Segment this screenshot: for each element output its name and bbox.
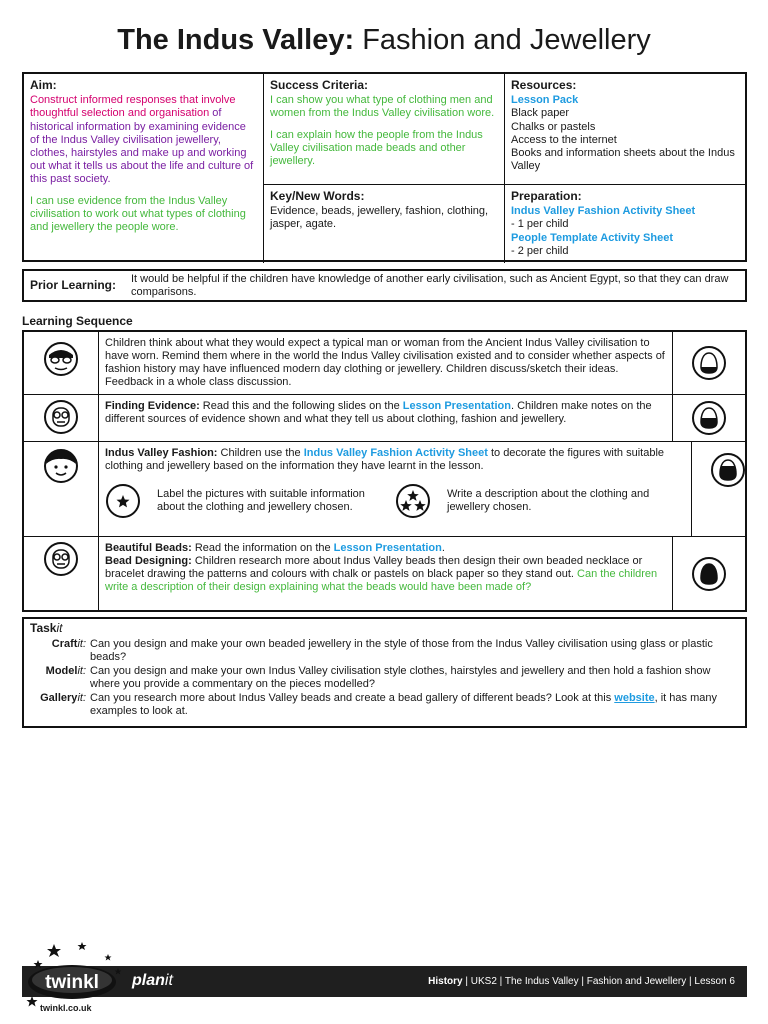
- preparation-heading: Preparation:: [511, 189, 582, 203]
- resources-heading: Resources:: [511, 78, 577, 92]
- aim-heading: Aim:: [30, 78, 57, 92]
- prior-learning-box: [22, 269, 747, 302]
- taskit-box: [22, 617, 747, 728]
- level-half-icon: [673, 395, 745, 441]
- level-quarter-icon: [673, 332, 745, 394]
- craftit-row: Craftit: Can you design and make your own beaded jewellery in the style of those from the Indus Valley civilisation using glass or plastic beads?: [51, 638, 713, 663]
- keywords-cell: [264, 185, 504, 237]
- keywords-text: Evidence, beads, jewellery, fashion, clothing, jasper, agate.: [270, 205, 489, 231]
- sequence-row-text: Indus Valley Fashion: Children use the Indus Valley Fashion Activity Sheet to decorate the figures with suitable clothing and jewellery based on the information they have learnt in the lesson. Label the pictures with suitable information about the clothing and jewellery chosen. Write a description about the clothing and jewellery chosen.: [99, 442, 692, 536]
- sequence-row: [24, 442, 745, 537]
- footer-lesson-info: History | UKS2 | The Indus Valley | Fashion and Jewellery | Lesson 6: [428, 976, 735, 987]
- differentiation-one-star: [105, 483, 395, 519]
- resource-item: Chalks or pastels: [511, 120, 596, 133]
- sequence-row-text: Children think about what they would expect a typical man or woman from the Ancient Indus Valley civilisation to have worn. Remind them where in the world the Indus Valley civilisation existed and to consider whether aspects of fashion history may have influenced modern day clothing or jewellery. Children discuss/sketch their ideas. Feedback in a whole class discussion.: [99, 332, 673, 394]
- detective-character-icon: [24, 537, 99, 610]
- detective-character-icon: [24, 395, 99, 441]
- aim-cell: [24, 74, 264, 263]
- galleryit-row: Galleryit: Can you research more about Indus Valley beads and create a bead gallery of different beads? Look at this website, it has many examples to look at.: [40, 692, 717, 717]
- lesson-overview-table: [22, 72, 747, 262]
- svg-text:twinkl: twinkl: [45, 972, 99, 993]
- activity-one-star-text: Label the pictures with suitable information about the clothing and jewellery chosen.: [157, 488, 365, 513]
- keywords-heading: Key/New Words:: [270, 189, 365, 203]
- sequence-row-text: Finding Evidence: Read this and the following slides on the Lesson Presentation. Children make notes on the different sources of evidence shown and what they tell us about clothing, fashion and jewellery.: [99, 395, 673, 441]
- resource-item: Books and information sheets about the Indus Valley: [511, 147, 735, 173]
- resource-lesson-pack-link[interactable]: Lesson Pack: [511, 94, 579, 107]
- resources-cell: [505, 74, 745, 185]
- three-star-icon: [395, 483, 431, 519]
- success-heading: Success Criteria:: [270, 78, 369, 92]
- resource-item: Black paper: [511, 107, 570, 120]
- sequence-row: [24, 332, 745, 395]
- prior-learning-text: It would be helpful if the children have knowledge of another early civilisation, such as Ancient Egypt, so that they can draw comparisons.: [131, 272, 729, 298]
- success-criteria-cell: [264, 74, 504, 185]
- one-star-icon: [105, 483, 141, 519]
- child-face-icon: [24, 442, 99, 536]
- ideas-character-icon: [24, 332, 99, 394]
- sequence-row-text: Beautiful Beads: Read the information on the Lesson Presentation. Bead Designing: Children research more about Indus Valley beads then design their own beaded necklace or bracelet drawing the patterns and colours with chalk or pastels on black paper so they stand out. Can the children write a description of their design explaining what the beads would have been made of?: [99, 537, 673, 610]
- modelit-row: Modelit: Can you design and make your own Indus Valley civilisation style clothes, hairstyles and jewellery and then hold a fashion show where you provide a commentary on the pieces modelled?: [45, 665, 711, 690]
- sequence-row: [24, 395, 745, 442]
- prep-qty: - 2 per child: [511, 244, 569, 257]
- learning-sequence-heading: Learning Sequence: [22, 314, 133, 328]
- website-link[interactable]: website: [614, 692, 655, 704]
- differentiation-three-star: [395, 483, 685, 519]
- level-three-quarter-icon: [692, 442, 764, 536]
- right-column: [505, 74, 745, 263]
- level-full-icon: [673, 537, 745, 610]
- page-title: The Indus Valley: Fashion and Jewellery: [117, 24, 651, 56]
- lesson-presentation-link[interactable]: Lesson Presentation: [333, 542, 442, 554]
- lesson-presentation-link[interactable]: Lesson Presentation: [402, 400, 511, 412]
- fashion-sheet-link[interactable]: Indus Valley Fashion Activity Sheet: [303, 447, 488, 459]
- success-criterion-1: I can show you what type of clothing men and women from the Indus Valley civilisation wore.: [270, 94, 495, 120]
- taskit-heading: Taskit: [30, 621, 63, 635]
- prior-learning-label: Prior Learning:: [30, 278, 117, 292]
- aim-text: Construct informed responses that involve thoughtful selection and organisation of historical information by examining evidence of the Indus Valley civilisation jewellery, clothes, hairstyles and make up and working out what it tells us about the life and culture of this past society.: [30, 94, 254, 186]
- aim-i-can: I can use evidence from the Indus Valley civilisation to work out what types of clothing and jewellery the people wore.: [30, 194, 246, 234]
- fashion-activity-sheet-link[interactable]: Indus Valley Fashion Activity Sheet: [511, 205, 696, 218]
- people-template-link[interactable]: People Template Activity Sheet: [511, 231, 673, 244]
- sequence-row: [24, 537, 745, 610]
- prep-qty: - 1 per child: [511, 218, 569, 231]
- activity-three-star-text: Write a description about the clothing and jewellery chosen.: [447, 488, 650, 513]
- twinkl-url[interactable]: twinkl.co.uk: [40, 1003, 92, 1013]
- success-criterion-2: I can explain how the people from the Indus Valley civilisation made beads and other jewellery.: [270, 128, 483, 168]
- middle-column: [264, 74, 505, 263]
- preparation-cell: [505, 185, 745, 263]
- resource-item: Access to the internet: [511, 133, 617, 146]
- learning-sequence-table: [22, 330, 747, 612]
- planit-brand: planit: [132, 972, 173, 989]
